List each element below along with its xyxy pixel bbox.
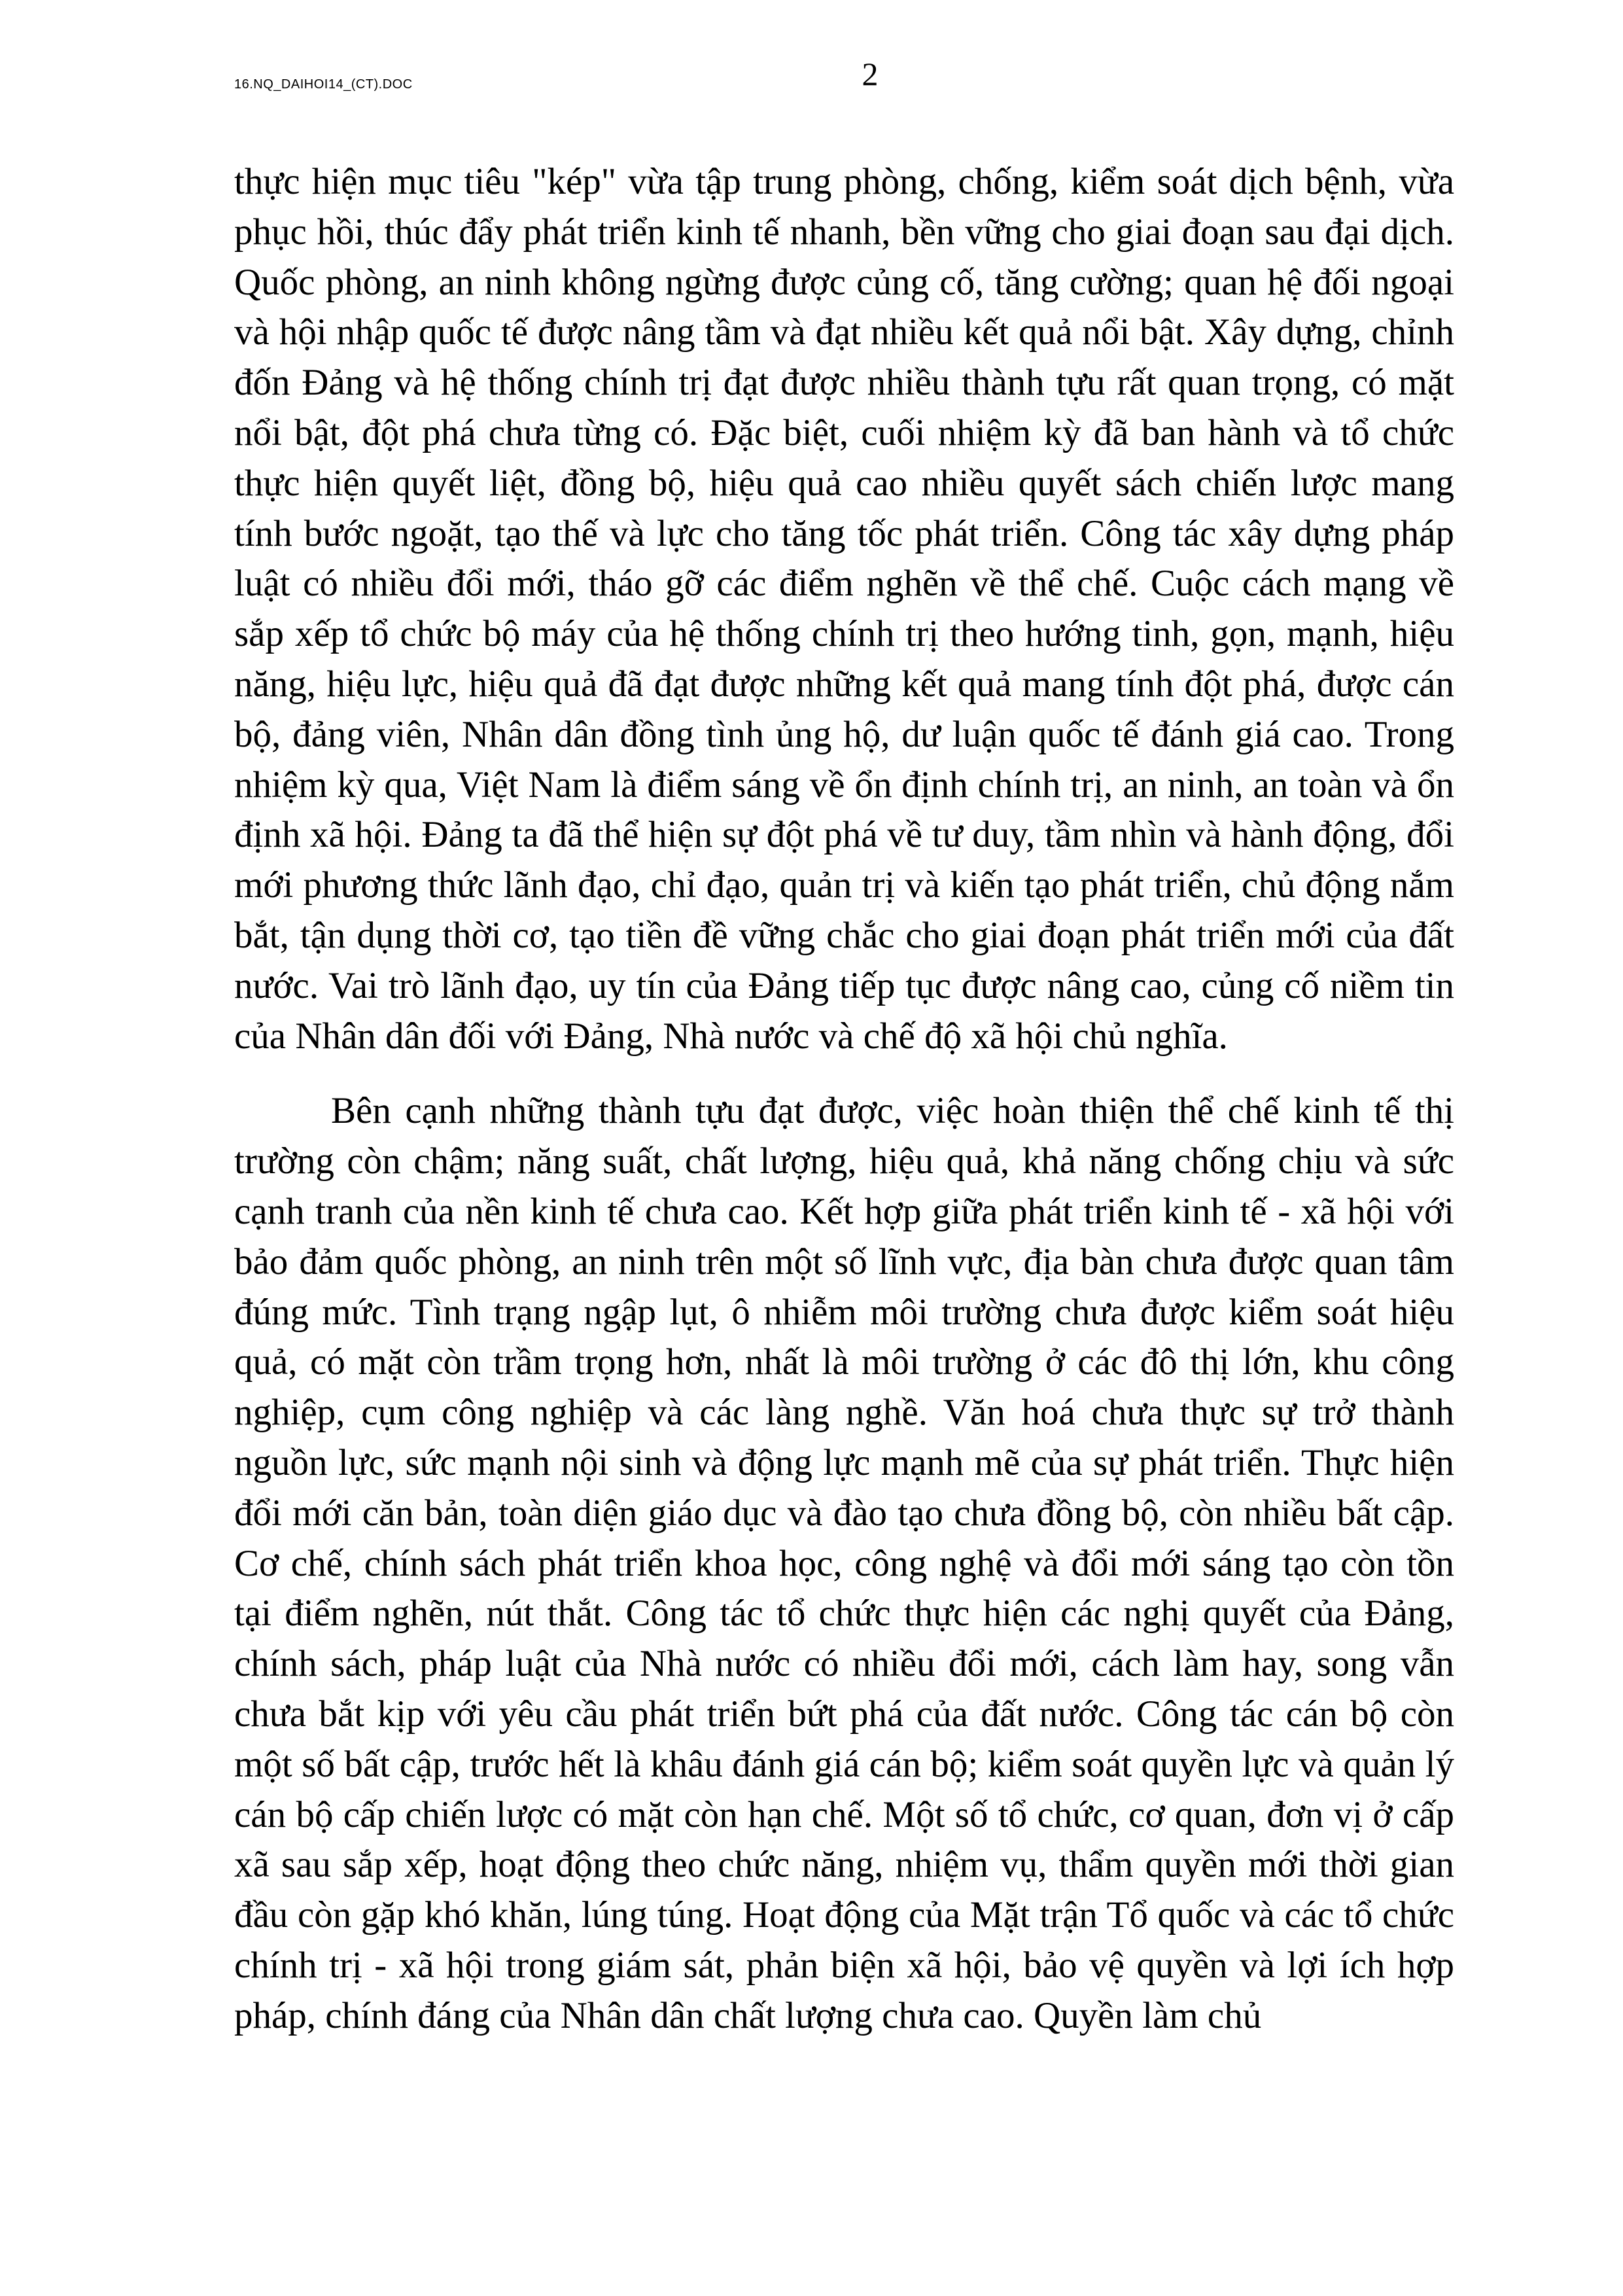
paragraph-continuation: thực hiện mục tiêu "kép" vừa tập trung phòng, chống, kiểm soát dịch bệnh, vừa phục hồi, thúc đẩy phát triển kinh tế nhanh, bền vững cho giai đoạn sau đại dịch. Quốc phòng, an ninh không ngừng được củng cố, tăng cường; quan hệ đối ngoại và hội nhập quốc tế được nâng tầm và đạt nhiều kết quả nổi bật. Xây dựng, chỉnh đốn Đảng và hệ thống chính trị đạt được nhiều thành tựu rất quan trọng, có mặt nổi bật, đột phá chưa từng có. Đặc biệt, cuối nhiệm kỳ đã ban hành và tổ chức thực hiện quyết liệt, đồng bộ, hiệu quả cao nhiều quyết sách chiến lược mang tính bước ngoặt, tạo thế và lực cho tăng tốc phát triển. Công tác xây dựng pháp luật có nhiều đổi mới, tháo gỡ các điểm nghẽn về thể chế. Cuộc cách mạng về sắp xếp tổ chức bộ máy của hệ thống chính trị theo hướng tinh, gọn, mạnh, hiệu năng, hiệu lực, hiệu quả đã đạt được những kết quả mang tính đột phá, được cán bộ, đảng viên, Nhân dân đồng tình ủng hộ, dư luận quốc tế đánh giá cao. Trong nhiệm kỳ qua, Việt Nam là điểm sáng về ổn định chính trị, an ninh, an toàn và ổn định xã hội. Đảng ta đã thể hiện sự đột phá về tư duy, tầm nhìn và hành động, đổi mới phương thức lãnh đạo, chỉ đạo, quản trị và kiến tạo phát triển, chủ động nắm bắt, tận dụng thời cơ, tạo tiền đề vững chắc cho giai đoạn phát triển mới của đất nước. Vai trò lãnh đạo, uy tín của Đảng tiếp tục được nâng cao, củng cố niềm tin của Nhân dân đối với Đảng, Nhà nước và chế độ xã hội chủ nghĩa. (234, 161, 1454, 1057)
paragraph-limitations: Bên cạnh những thành tựu đạt được, việc hoàn thiện thể chế kinh tế thị trường còn chậm; năng suất, chất lượng, hiệu quả, khả năng chống chịu và sức cạnh tranh của nền kinh tế chưa cao. Kết hợp giữa phát triển kinh tế - xã hội với bảo đảm quốc phòng, an ninh trên một số lĩnh vực, địa bàn chưa được quan tâm đúng mức. Tình trạng ngập lụt, ô nhiễm môi trường chưa được kiểm soát hiệu quả, có mặt còn trầm trọng hơn, nhất là môi trường ở các đô thị lớn, khu công nghiệp, cụm công nghiệp và các làng nghề. Văn hoá chưa thực sự trở thành nguồn lực, sức mạnh nội sinh và động lực mạnh mẽ của sự phát triển. Thực hiện đổi mới căn bản, toàn diện giáo dục và đào tạo chưa đồng bộ, còn nhiều bất cập. Cơ chế, chính sách phát triển khoa học, công nghệ và đổi mới sáng tạo còn tồn tại điểm nghẽn, nút thắt. Công tác tổ chức thực hiện các nghị quyết của Đảng, chính sách, pháp luật của Nhà nước có nhiều đổi mới, cách làm hay, song vẫn chưa bắt kịp với yêu cầu phát triển bứt phá của đất nước. Công tác cán bộ còn một số bất cập, trước hết là khâu đánh giá cán bộ; kiểm soát quyền lực và quản lý cán bộ cấp chiến lược có mặt còn hạn chế. Một số tổ chức, cơ quan, đơn vị ở cấp xã sau sắp xếp, hoạt động theo chức năng, nhiệm vụ, thẩm quyền mới thời gian đầu còn gặp khó khăn, lúng túng. Hoạt động của Mặt trận Tổ quốc và các tổ chức chính trị - xã hội trong giám sát, phản biện xã hội, bảo vệ quyền và lợi ích hợp pháp, chính đáng của Nhân dân chất lượng chưa cao. Quyền làm chủ (234, 1090, 1454, 2036)
page-number: 2 (862, 56, 879, 92)
body-text (234, 157, 1454, 2041)
file-name-header: 16.NQ_DAIHOI14_(CT).DOC (234, 77, 413, 92)
